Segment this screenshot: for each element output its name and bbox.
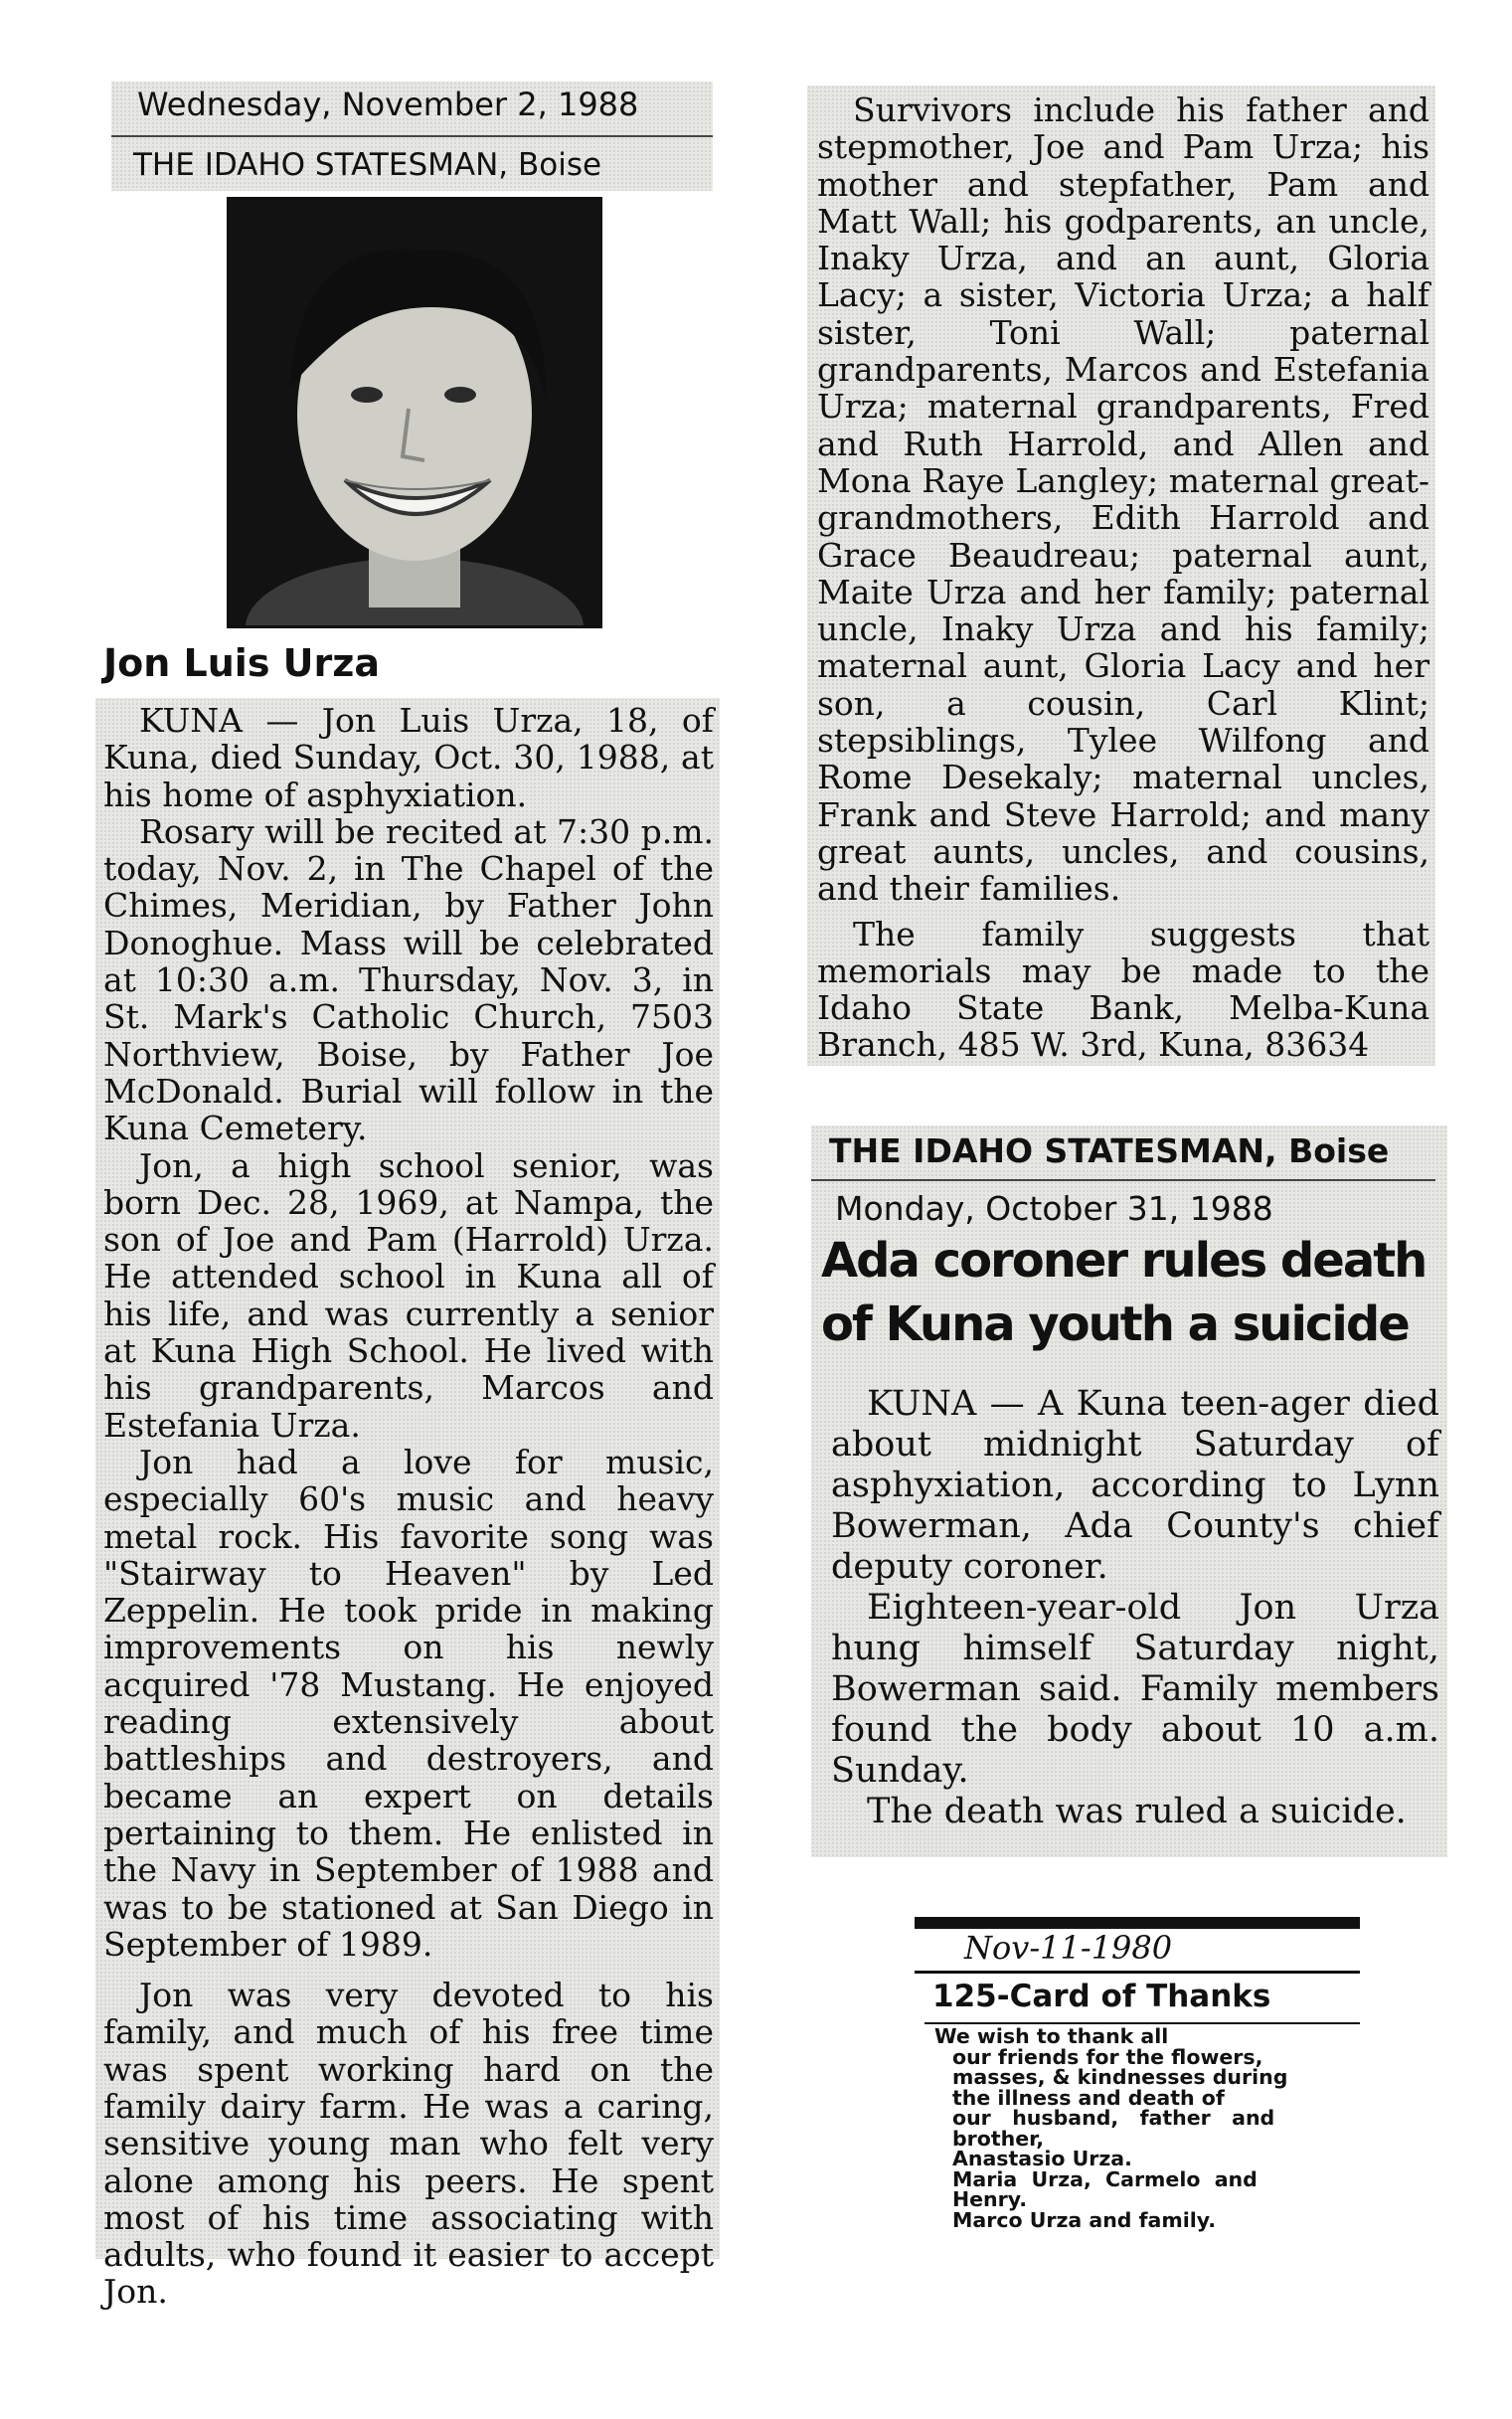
thanks-line: brother,	[952, 2126, 1045, 2151]
news-date: Monday, October 31, 1988	[835, 1189, 1273, 1228]
thanks-line: masses, & kindnesses during	[952, 2065, 1288, 2089]
obituary-paragraph: Jon had a love for music, especially 60's music and heavy metal rock. His favorite song was "Stairway to Heaven" by Led Zeppelin. He took pride in making improvements on his newly acquired '78 Mustang. He enjoyed reading extensively about battleships and destroyers, and became an expert on details pertaining to them. He enlisted in the Navy in September of 1988 and was to be stationed at San Diego in September of 1989.	[103, 1442, 714, 1964]
thanks-clipping	[915, 1917, 1360, 2275]
obituary-paragraph: Jon was very devoted to his family, and much of his free time was spent working hard on the family dairy farm. He was a caring, sensitive young man who felt very alone among his peers. He spent most of his time associating with adults, who found it easier to accept Jon.	[103, 1976, 714, 2312]
thanks-top-rule	[915, 1917, 1360, 1929]
obituary-paragraph: KUNA — Jon Luis Urza, 18, of Kuna, died Sunday, Oct. 30, 1988, at his home of asphyxiation.	[103, 701, 714, 814]
thanks-body	[934, 2026, 1357, 2230]
thanks-line: our friends for the flowers,	[952, 2044, 1263, 2069]
thanks-line: Henry.	[952, 2187, 1028, 2211]
thanks-line: Anastasio Urza.	[952, 2147, 1132, 2170]
news-body	[831, 1384, 1439, 1832]
news-paper-name: THE IDAHO STATESMAN, Boise	[829, 1131, 1390, 1170]
news-headline-line2: of Kuna youth a suicide	[821, 1296, 1409, 1352]
memorials-paragraph: The family suggests that memorials may be made to the Idaho State Bank, Melba-Kuna Branch, 485 W. 3rd, Kuna, 83634	[817, 914, 1429, 1065]
obituary-body-col1	[95, 698, 720, 2312]
obituary-paper-name: THE IDAHO STATESMAN, Boise	[133, 147, 602, 183]
survivors-paragraph: Survivors include his father and stepmother, Joe and Pam Urza; his mother and stepfather, Pam and Matt Wall; his godparents, an uncle, Inaky Urza, and an aunt, Gloria Lacy; a sister, Victoria Urza; a half sister, Toni Wall; paternal grandparents, Marcos and Estefania Urza; maternal grandparents, Fred and Ruth Harrold, and Allen and Mona Raye Langley; maternal great-grandmothers, Edith Harrold and Grace Beaudreau; paternal aunt, Maite Urza and her family; paternal uncle, Inaky Urza and his family; maternal aunt, Gloria Lacy and her son, a cousin, Carl Klint; stepsiblings, Tylee Wilfong and Rome Desekaly; maternal uncles, Frank and Steve Harrold; and many great aunts, uncles, and cousins, and their families.	[817, 90, 1429, 909]
news-masthead-rule	[811, 1179, 1435, 1181]
news-headline-line1: Ada coroner rules death	[821, 1233, 1427, 1289]
thanks-handwritten-date: Nov-11-1980	[964, 1929, 1173, 1967]
news-paragraph: The death was ruled a suicide.	[867, 1792, 1407, 1831]
thanks-date-rule	[915, 1971, 1360, 1974]
thanks-line: our husband, father and	[952, 2106, 1275, 2130]
thanks-line: the illness and death of	[952, 2085, 1225, 2110]
thanks-heading: 125-Card of Thanks	[932, 1979, 1271, 2014]
portrait-photo	[227, 197, 602, 628]
obituary-paragraph: Rosary will be recited at 7:30 p.m. today, Nov. 2, in The Chapel of the Chimes, Meridian, by Father John Donoghue. Mass will be celebrated at 10:30 a.m. Thursday, Nov. 3, in St. Mark's Catholic Church, 7503 Northview, Boise, by Father Joe McDonald. Burial will follow in the Kuna Cemetery.	[103, 811, 714, 1148]
thanks-line: Maria Urza, Carmelo and	[952, 2166, 1258, 2191]
obituary-name-heading: Jon Luis Urza	[103, 641, 381, 685]
news-paragraph: KUNA — A Kuna teen-ager died about midnight Saturday of asphyxiation, according to Lynn Bowerman, Ada County's chief deputy coroner.	[831, 1384, 1439, 1587]
obituary-date-rule	[111, 135, 713, 137]
obituary-body-col2	[807, 86, 1435, 1066]
portrait-image	[230, 200, 599, 625]
news-paragraph: Eighteen-year-old Jon Urza hung himself Saturday night, Bowerman said. Family members found the body about 10 a.m. Sunday.	[831, 1588, 1439, 1791]
thanks-line: We wish to thank all	[934, 2024, 1169, 2048]
obituary-date: Wednesday, November 2, 1988	[137, 86, 639, 123]
obituary-paragraph: Jon, a high school senior, was born Dec. 28, 1969, at Nampa, the son of Joe and Pam (Harrold) Urza. He attended school in Kuna all of his life, and was currently a senior at Kuna High School. He lived with his grandparents, Marcos and Estefania Urza.	[103, 1145, 714, 1445]
thanks-line: Marco Urza and family.	[952, 2207, 1217, 2232]
